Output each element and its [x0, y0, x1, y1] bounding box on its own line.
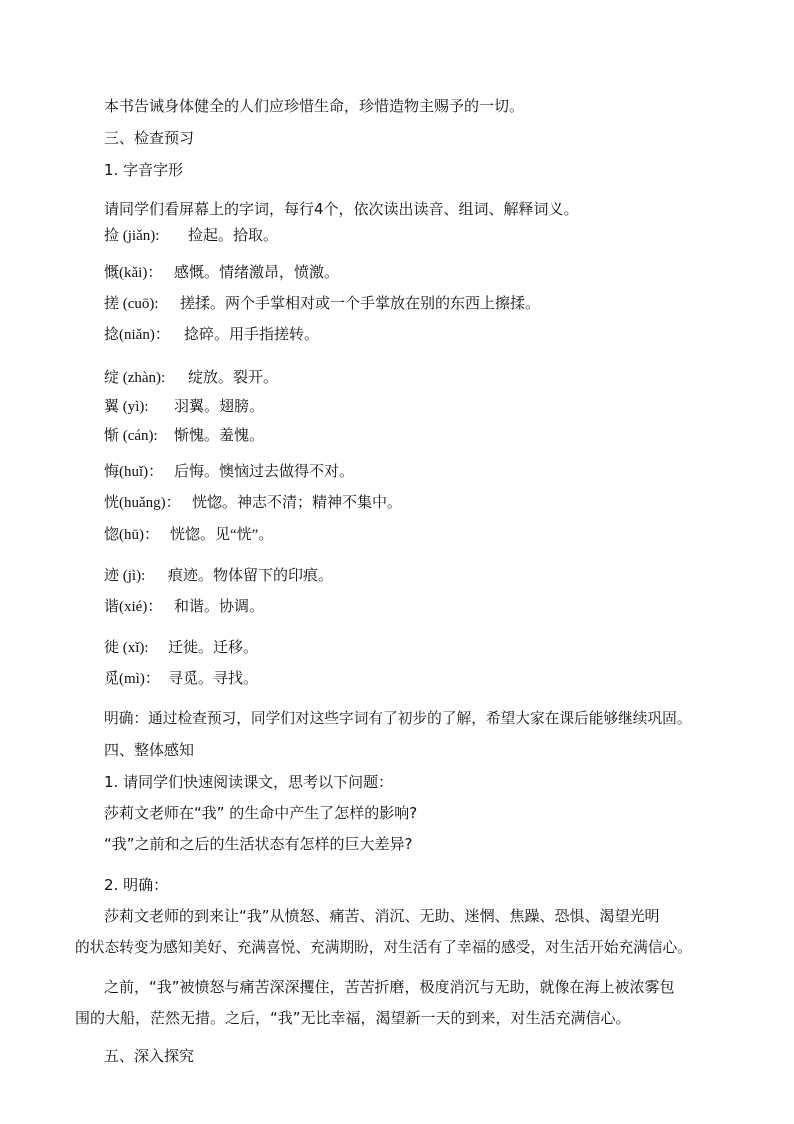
question-2: “我”之前和之后的生活状态有怎样的巨大差异?: [104, 835, 413, 853]
vocab-definition: 寻觅。寻找。: [168, 671, 259, 687]
vocab-item: [104, 397, 265, 417]
vocab-definition: 和谐。协调。: [174, 599, 265, 615]
clarify-heading: 2. 明确：: [104, 876, 169, 894]
vocab-item: [104, 566, 334, 586]
vocab-item: [104, 493, 403, 513]
clarify-line: 明确：通过检查预习，同学们对这些字词有了初步的了解，希望大家在课后能够继续巩固。: [104, 710, 692, 727]
vocab-definition: 搓揉。两个手掌相对或一个手掌放在别的东西上擦揉。: [180, 296, 541, 312]
paragraph-1-line-2: 的状态转变为感知美好、充满喜悦、充满期盼，对生活有了幸福的感受，对生活开始充满信心。: [75, 939, 692, 956]
paragraph-1-line-1: 莎莉文老师的到来让“我”从愤怒、痛苦、消沉、无助、迷惘、焦躁、恐惧、渴望光明: [104, 907, 660, 925]
intro-line: 本书告诫身体健全的人们应珍惜生命，珍惜造物主赐予的一切。: [104, 97, 525, 115]
vocab-definition: 恍惚。神志不清；精神不集中。: [192, 495, 403, 511]
vocab-word: 捻(niǎn)：: [104, 327, 170, 343]
paragraph-2-line-1: 之前，“我”被愤怒与痛苦深深攫住，苦苦折磨，极度消沉与无助，就像在海上被浓雾包: [104, 978, 675, 996]
vocab-definition: 惭愧。羞愧。: [174, 428, 265, 444]
vocab-word: 慨(kǎi)：: [104, 265, 163, 281]
paragraph-2-line-2: 围的大船，茫然无措。之后，“我”无比幸福，渴望新一天的到来，对生活充满信心。: [75, 1009, 631, 1027]
vocab-item: [104, 294, 541, 314]
section-heading-deep-inquiry: 五、深入探究: [104, 1047, 195, 1065]
vocab-definition: 羽翼。翅膀。: [174, 399, 265, 415]
vocab-definition: 后悔。懊恼过去做得不对。: [174, 464, 355, 480]
vocab-item: [104, 638, 259, 658]
vocab-word: 捡 (jiǎn):: [104, 228, 160, 244]
vocab-word: 觅(mì)：: [104, 671, 160, 687]
vocab-item: [104, 368, 279, 388]
vocab-word: 搓 (cuō):: [104, 296, 159, 312]
question-1: 莎莉文老师在“我” 的生命中产生了怎样的影响?: [104, 804, 418, 822]
vocab-definition: 绽放。裂开。: [188, 370, 279, 386]
vocab-word: 悔(huǐ)：: [104, 464, 164, 480]
vocab-word: 徙 (xǐ):: [104, 640, 149, 656]
vocab-word: 恍(huǎng)：: [104, 495, 181, 511]
vocab-definition: 捡起。拾取。: [188, 228, 279, 244]
vocab-item: [104, 525, 274, 545]
vocab-definition: 恍惚。见“恍”。: [170, 527, 274, 543]
vocab-item: [104, 325, 320, 345]
vocab-word: 迹 (jì):: [104, 568, 146, 584]
vocab-word: 翼 (yì):: [104, 399, 149, 415]
section-heading-overall-perception: 四、整体感知: [104, 741, 195, 759]
vocab-definition: 痕迹。物体留下的印痕。: [168, 568, 334, 584]
vocab-word: 惭 (cán):: [104, 428, 158, 444]
section-heading-check-preview: 三、检查预习: [104, 129, 195, 147]
subheading-pronunciation: 1. 字音字形: [104, 161, 184, 179]
vocab-word: 惚(hū)：: [104, 527, 159, 543]
vocab-item: [104, 597, 265, 617]
vocab-item: [104, 426, 265, 446]
vocab-word: 谐(xié)：: [104, 599, 163, 615]
vocab-definition: 捻碎。用手指搓转。: [184, 327, 320, 343]
vocab-item: [104, 263, 340, 283]
vocab-definition: 感慨。情绪激昂，愤激。: [174, 265, 340, 281]
vocab-item: [104, 462, 355, 482]
vocab-item: [104, 669, 259, 689]
vocab-word: 绽 (zhàn):: [104, 370, 166, 386]
instruction-line: 请同学们看屏幕上的字词，每行4个，依次读出读音、组词、解释词义。: [104, 200, 579, 218]
vocab-item: [104, 226, 279, 246]
question-intro: 1. 请同学们快速阅读课文，思考以下问题：: [104, 773, 394, 791]
vocab-definition: 迁徙。迁移。: [168, 640, 259, 656]
